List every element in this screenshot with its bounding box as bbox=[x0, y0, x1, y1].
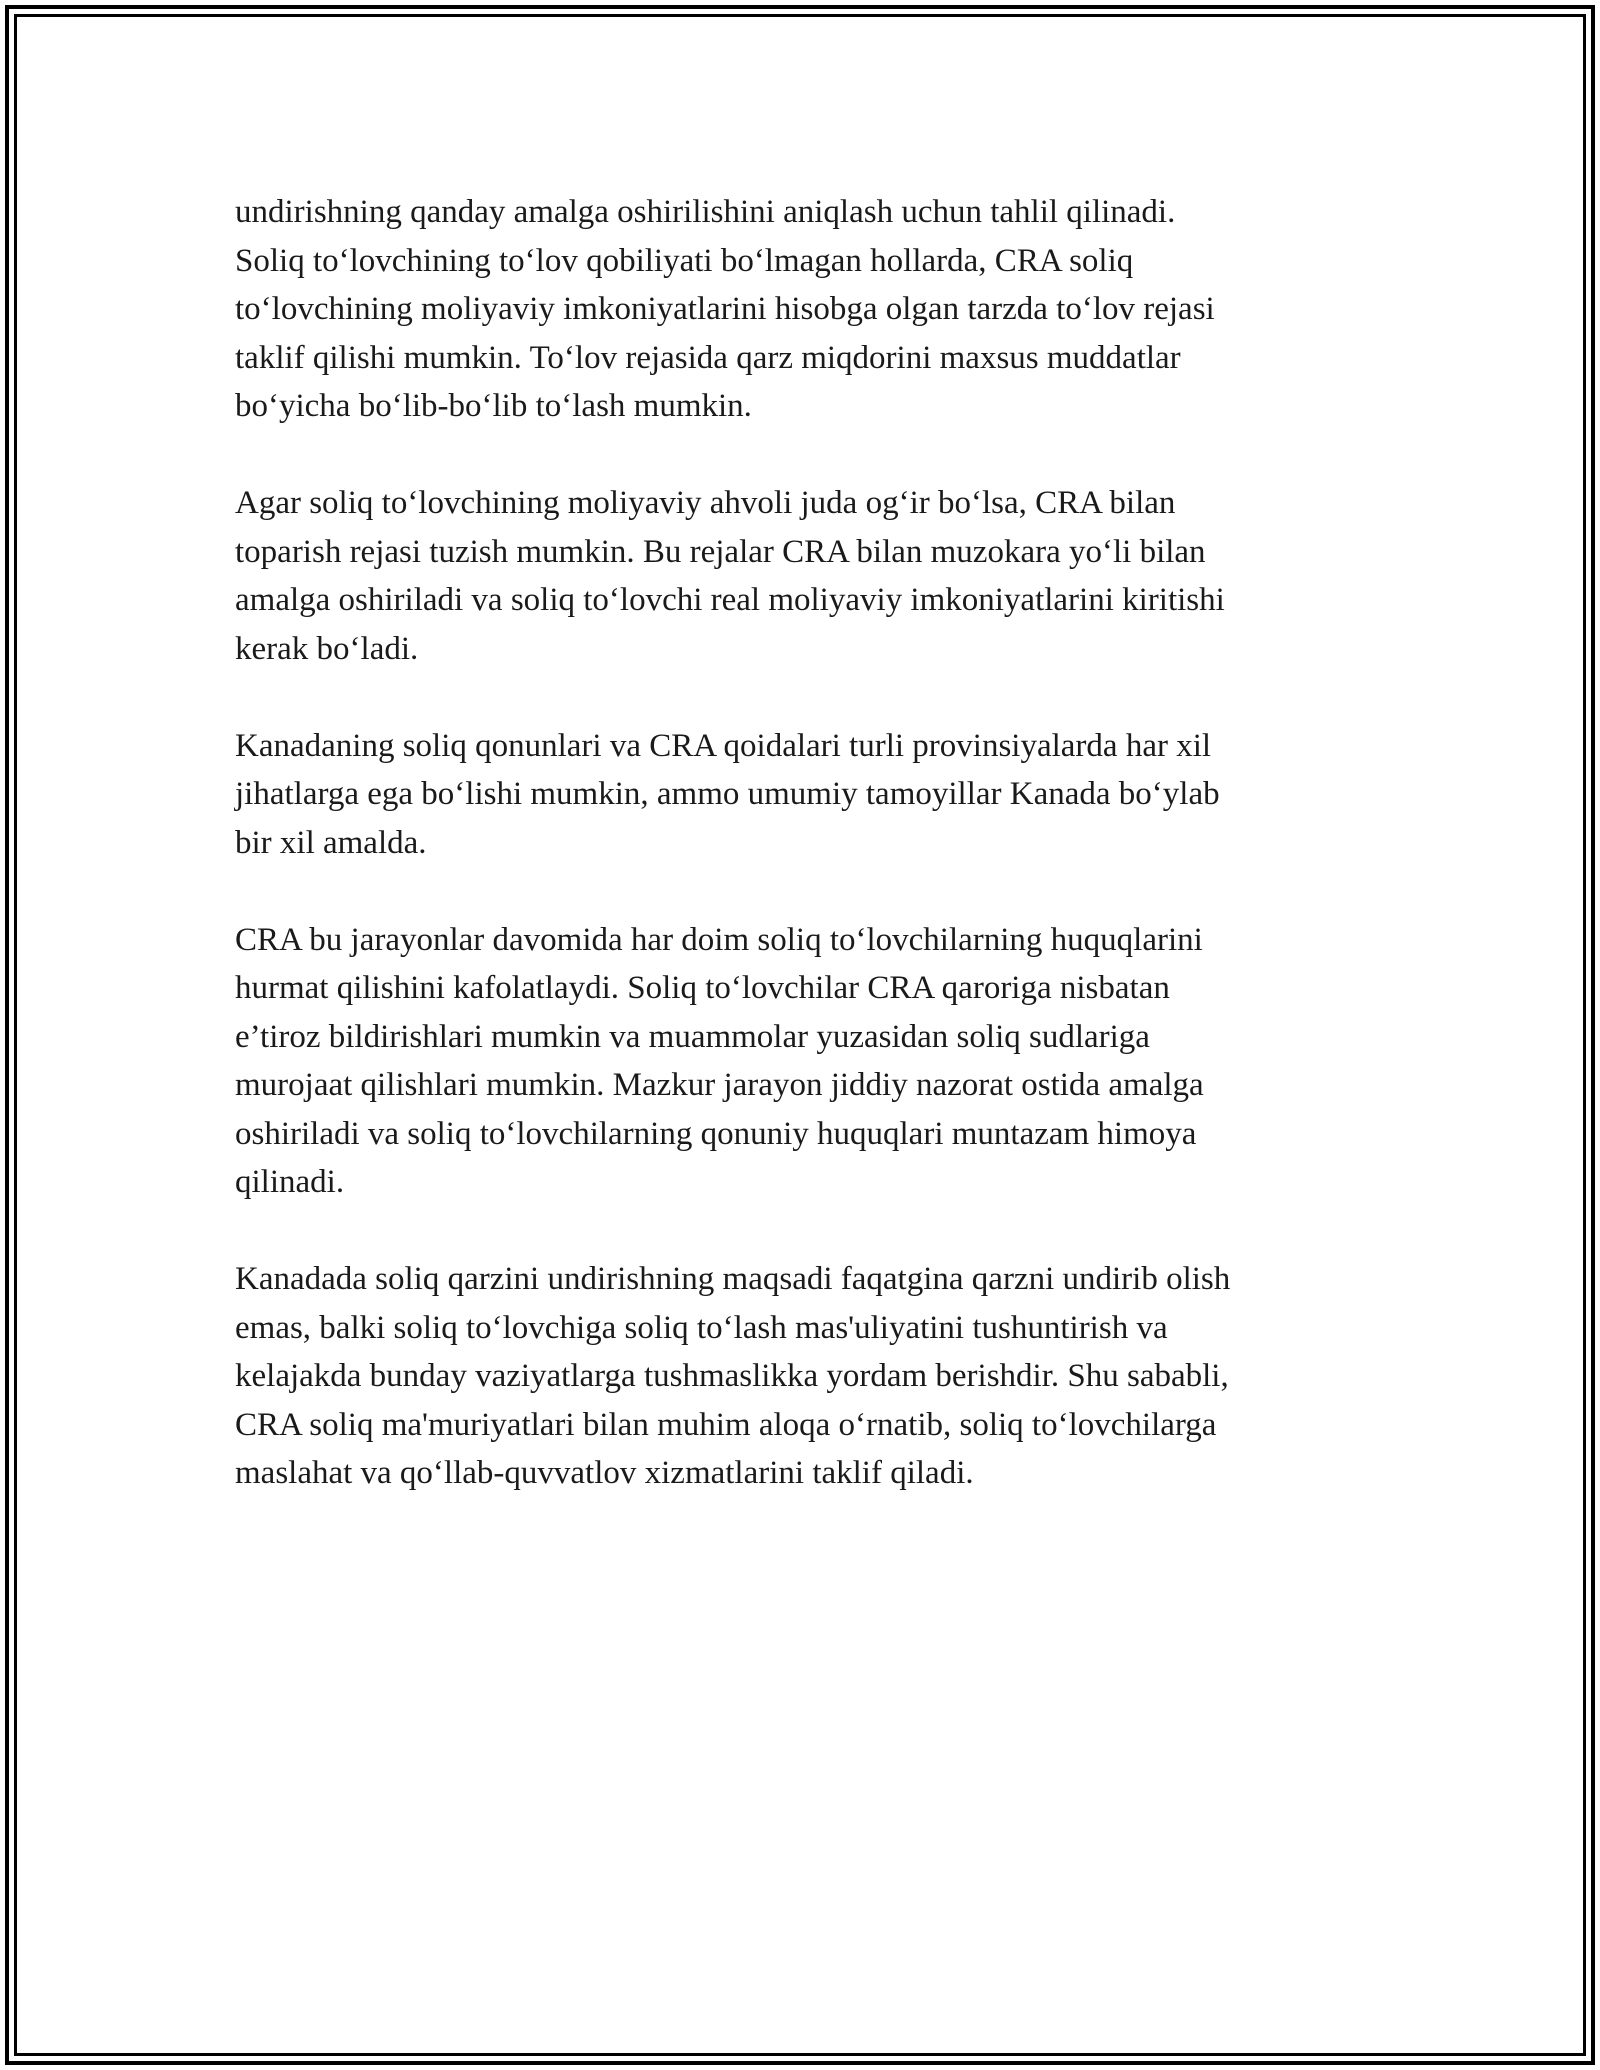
document-body bbox=[235, 188, 1365, 1546]
paragraph-4: CRA bu jarayonlar davomida har doim soliq to‘lovchilarning huquqlarini hurmat qilishini kafolatlaydi. Soliq to‘lovchilar CRA qaroriga nisbatan e’tiroz bildirishlari mumkin va muammolar yuzasidan soliq sudlariga murojaat qilishlari mumkin. Mazkur jarayon jiddiy nazorat ostida amalga oshiriladi va soliq to‘lovchilarning qonuniy huquqlari muntazam himoya qilinadi. bbox=[235, 921, 1204, 1200]
paragraph-5: Kanadada soliq qarzini undirishning maqsadi faqatgina qarzni undirib olish emas, balki soliq to‘lovchiga soliq to‘lash mas'uliyatini tushuntirish va kelajakda bunday vaziyatlarga tushmaslikka yordam berishdir. Shu sababli, CRA soliq ma'muriyatlari bilan muhim aloqa o‘rnatib, soliq to‘lovchilarga maslahat va qo‘llab-quvvatlov xizmatlarini taklif qiladi. bbox=[235, 1261, 1231, 1491]
paragraph-2: Agar soliq to‘lovchining moliyaviy ahvoli juda og‘ir bo‘lsa, CRA bilan toparish rejasi tuzish mumkin. Bu rejalar CRA bilan muzokara yo‘li bilan amalga oshiriladi va soliq to‘lovchi real moliyaviy imkoniyatlarini kiritishi kerak bo‘ladi. bbox=[235, 485, 1225, 667]
paragraph-3: Kanadaning soliq qonunlari va CRA qoidalari turli provinsiyalarda har xil jihatlarga ega bo‘lishi mumkin, ammo umumiy tamoyillar Kanada bo‘ylab bir xil amalda. bbox=[235, 727, 1220, 861]
paragraph-1: undirishning qanday amalga oshirilishini aniqlash uchun tahlil qilinadi. Soliq to‘lovchining to‘lov qobiliyati bo‘lmagan hollarda, CRA soliq to‘lovchining moliyaviy imkoniyatlarini hisobga olgan tarzda to‘lov rejasi taklif qilishi mumkin. To‘lov rejasida qarz miqdorini maxsus muddatlar bo‘yicha bo‘lib-bo‘lib to‘lash mumkin. bbox=[235, 194, 1215, 424]
